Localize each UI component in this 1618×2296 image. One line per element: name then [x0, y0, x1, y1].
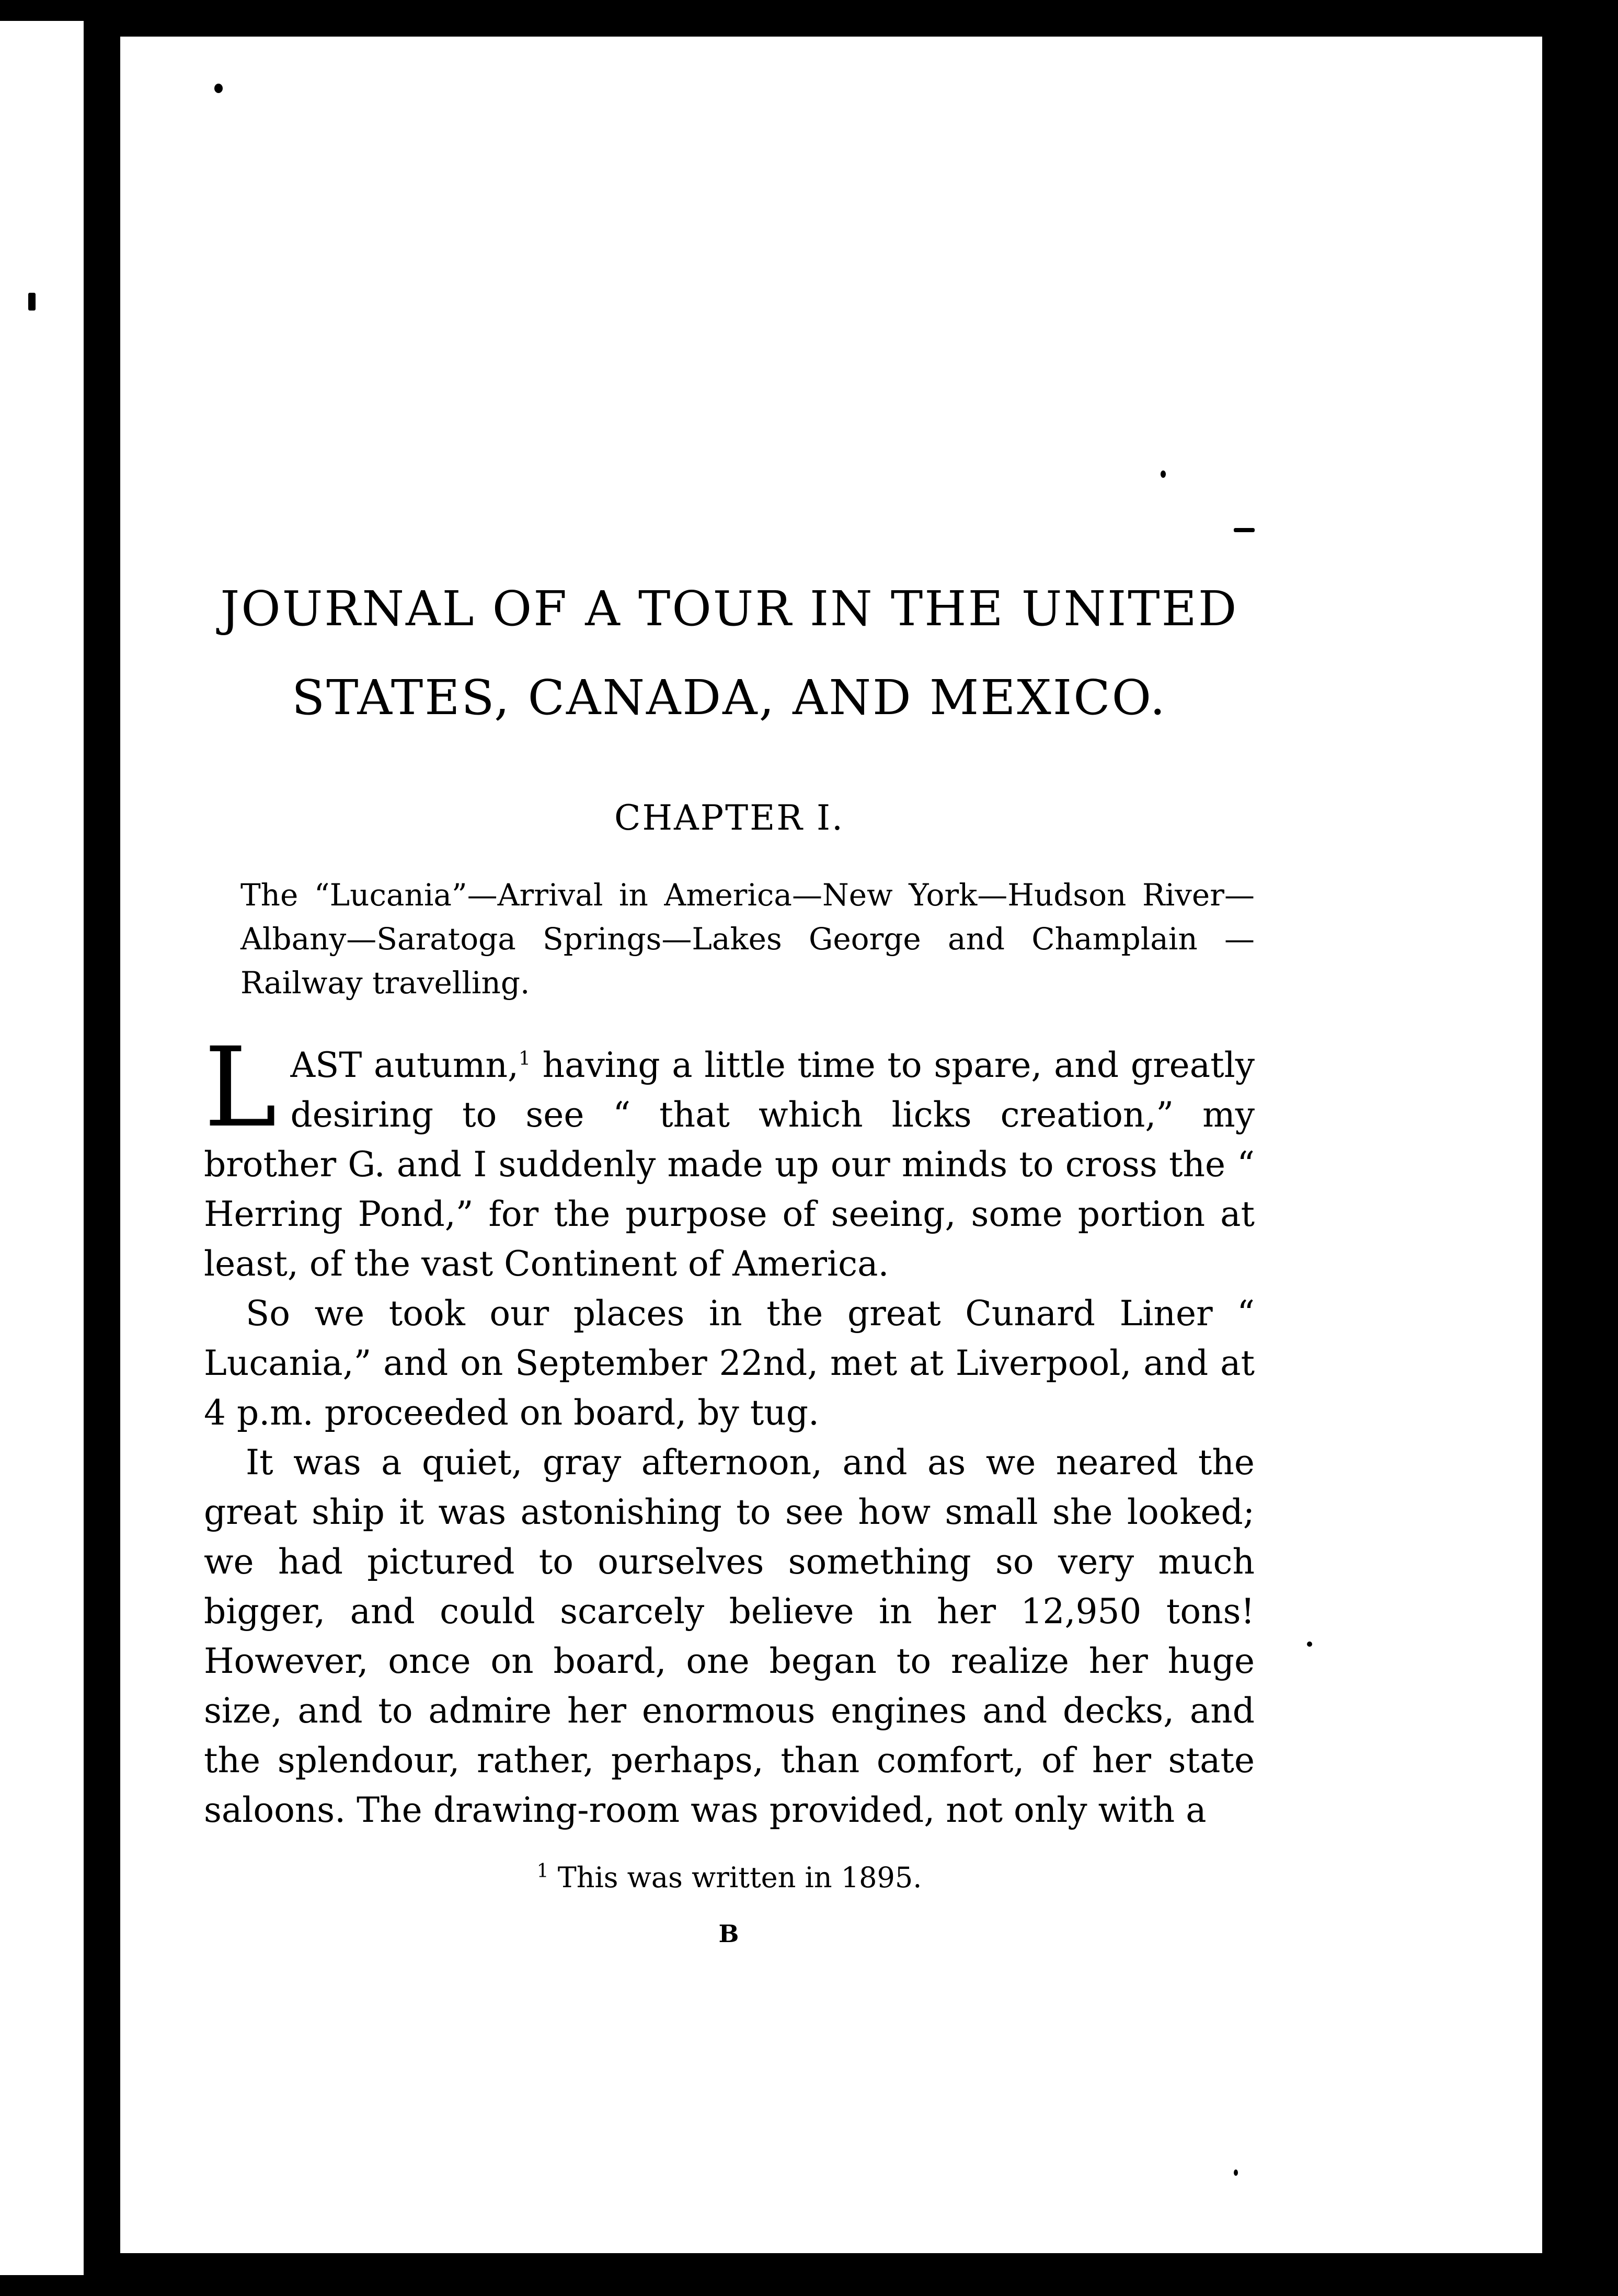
- paragraph-2: So we took our places in the great Cunard Liner “ Lucania,” and on September 22nd, met at Liverpool, and at 4 p.m. proceeded on board, by tug.: [204, 1293, 1255, 1433]
- footnote: [204, 1857, 1255, 1899]
- paragraph-1-rest: having a little time to spare, and greatly desiring to see “ that which licks creation,” my brother G. and I suddenly made up our minds to cross the “ Herring Pond,” for the purpose of seeing, some portion at least, of the vast Continent of America.: [204, 1045, 1255, 1284]
- ink-speck: [1563, 1438, 1566, 1449]
- page-edge-right: [1609, 31, 1618, 2253]
- chapter-heading: CHAPTER I.: [614, 798, 845, 838]
- ink-speck: [28, 293, 36, 311]
- paragraph-1: [204, 1024, 1255, 1289]
- title-line-2: STATES, CANADA, AND MEXICO.: [292, 670, 1167, 726]
- footnote-text: This was written in 1895.: [548, 1861, 922, 1894]
- ink-speck: [214, 84, 223, 93]
- footnote-mark: 1: [536, 1861, 549, 1882]
- title-line-1: JOURNAL OF A TOUR IN THE UNITED: [220, 581, 1238, 637]
- ink-speck: [1234, 2169, 1238, 2176]
- paragraph-3: It was a quiet, gray afternoon, and as we neared the great ship it was astonishing to see how small she looked; we had pictured to ourselves something so very much bigger, and could scarcely believe in her 12,950 tons! However, once on board, one began to realize her huge size, and to admire her enormous engines and decks, and the splendour, rather, perhaps, than comfort, of her state saloons. The drawing-room was provided, not only with a: [204, 1442, 1255, 1830]
- footnote-reference: 1: [519, 1048, 531, 1070]
- signature-mark: B: [718, 1920, 740, 1948]
- drop-cap: L: [204, 1024, 277, 1152]
- ink-speck: [1234, 528, 1255, 532]
- chapter-summary: The “Lucania”—Arrival in America—New York—Hudson River—Albany—Saratoga Springs—Lakes George and Champlain —Railway travelling.: [240, 877, 1255, 1001]
- ink-speck: [1307, 1641, 1312, 1647]
- page-edge-line: [1597, 31, 1600, 2253]
- body-text: [204, 1024, 1255, 1835]
- ink-speck: [1563, 1056, 1566, 1067]
- ink-speck: [1161, 470, 1166, 478]
- facing-page-edge: [0, 21, 84, 2275]
- book-title: [204, 565, 1255, 742]
- page-text: [204, 565, 1255, 1948]
- paragraph-1-start: AST autumn,: [290, 1045, 519, 1085]
